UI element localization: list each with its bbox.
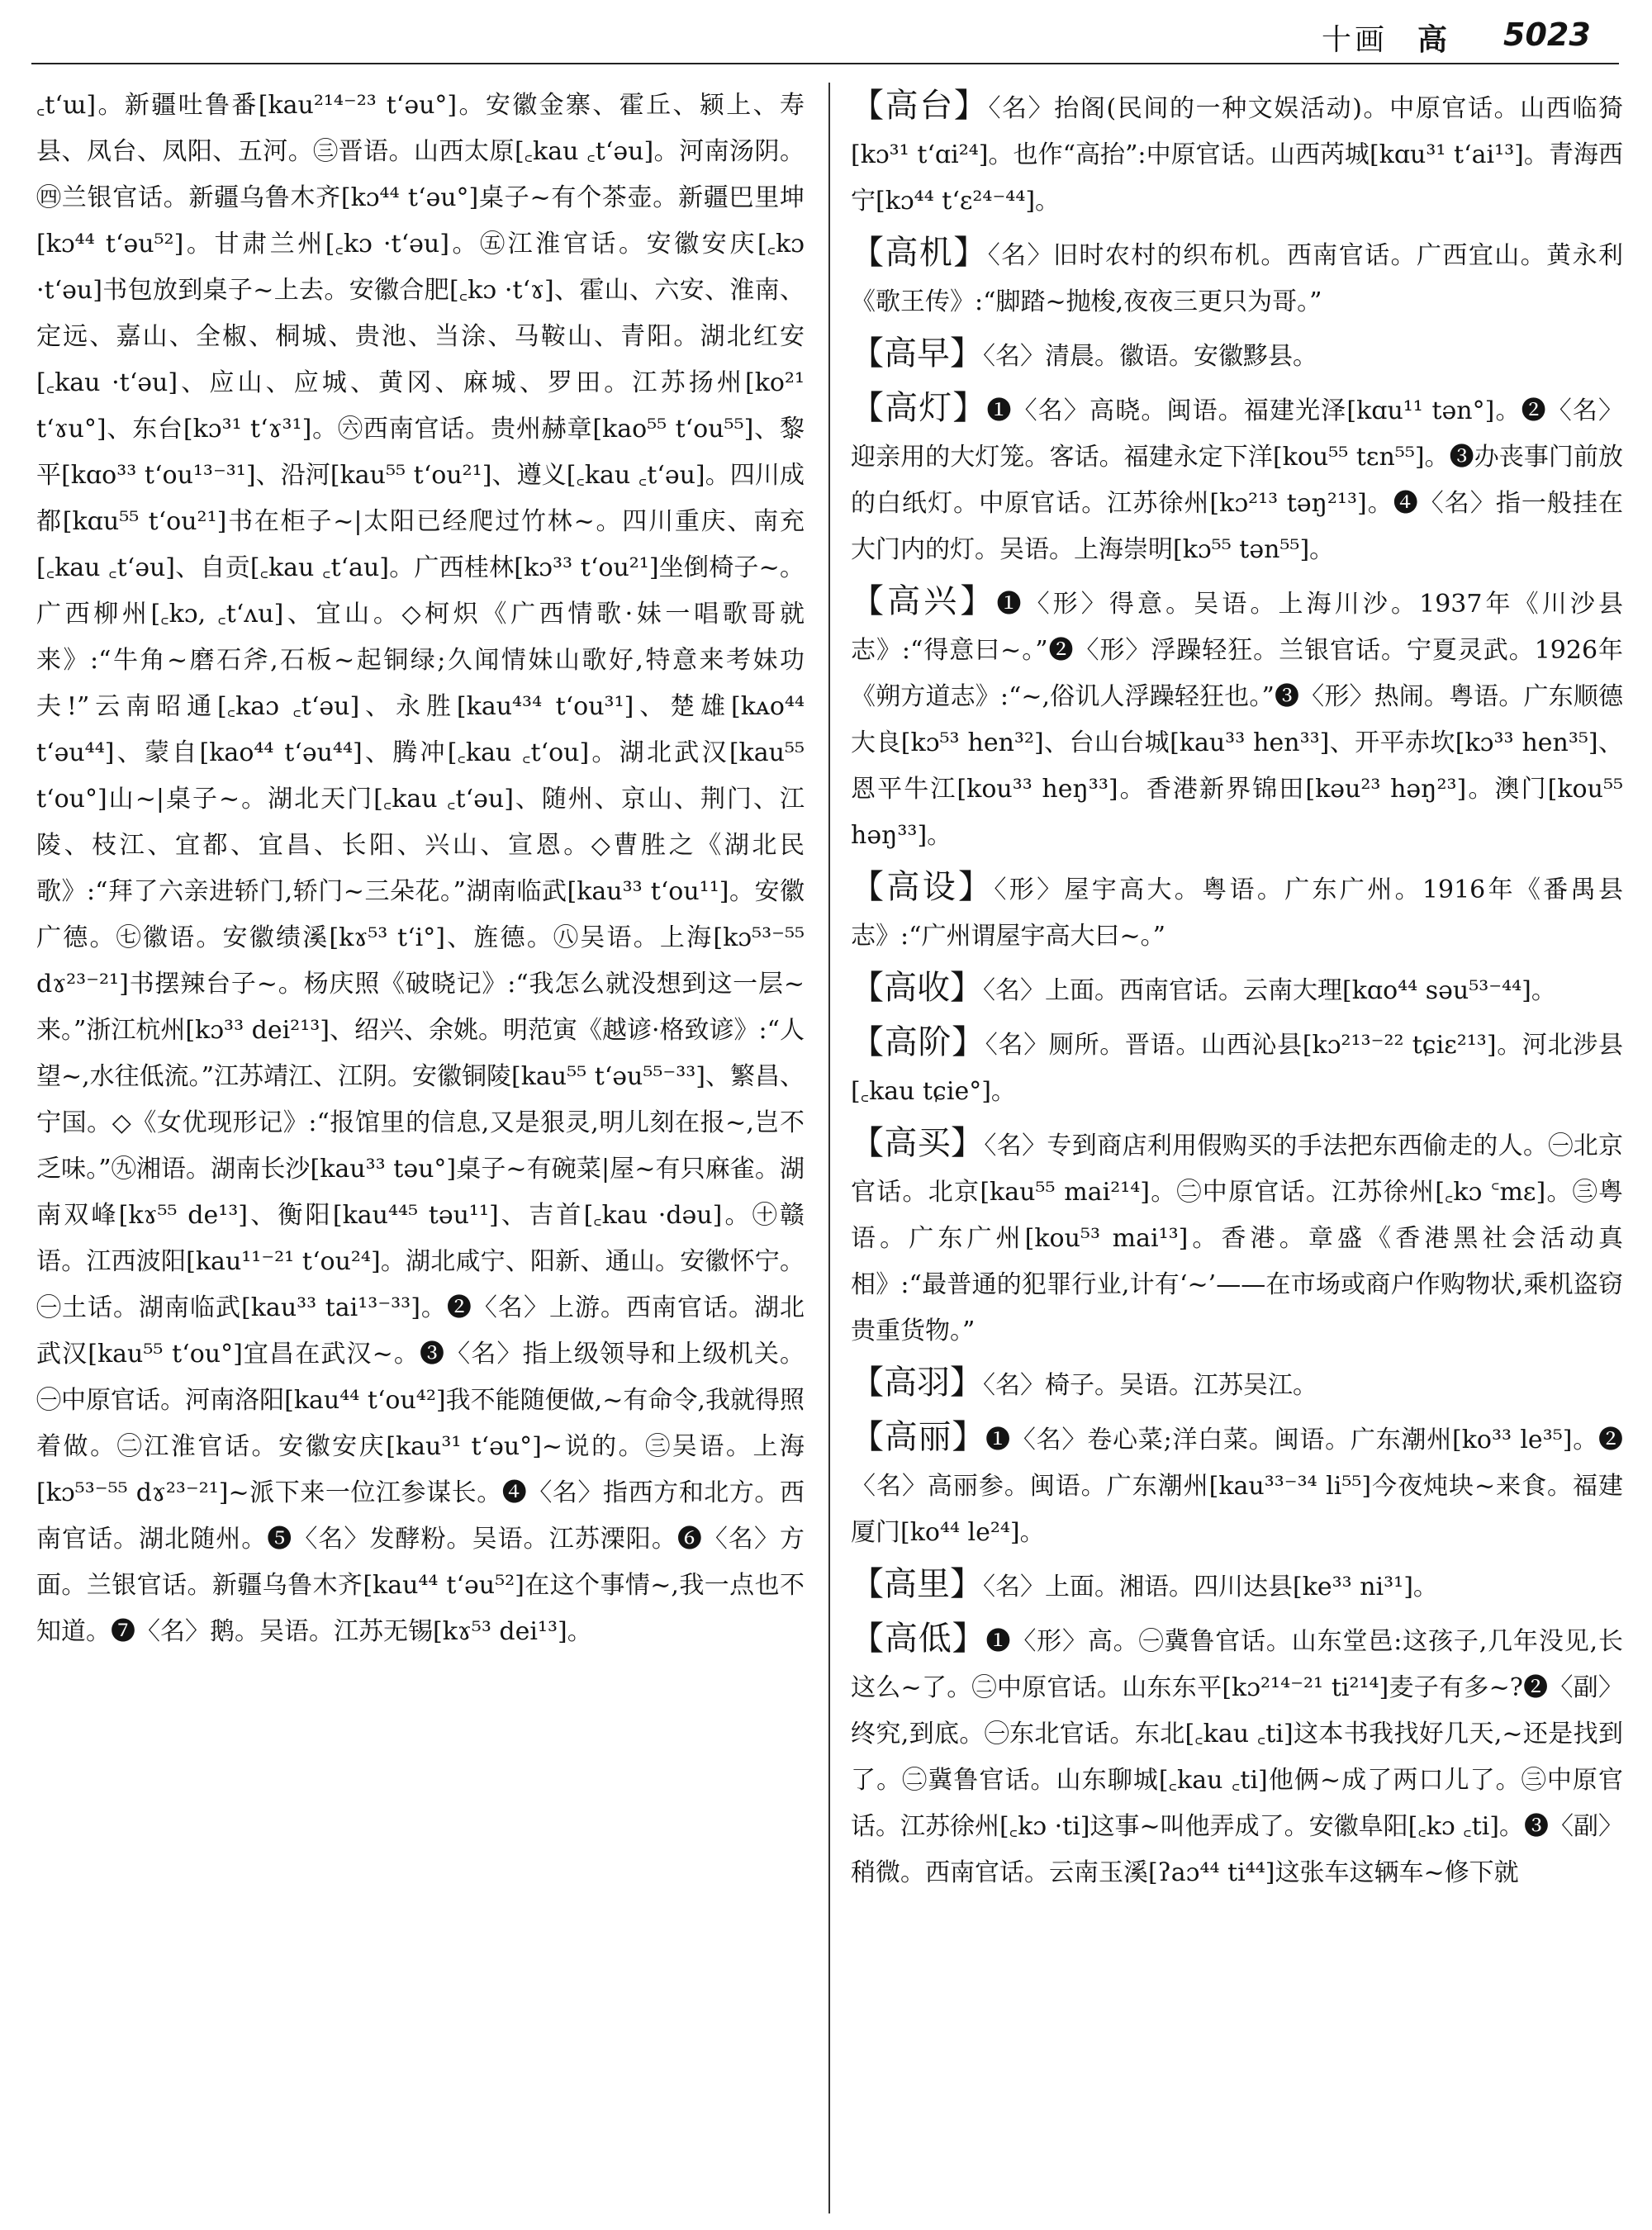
entry-gaodi: [851, 1616, 1623, 1896]
entry-definition: ❶〈形〉得意。吴语。上海川沙。1937年《川沙县志》:“得意曰~。”❷〈形〉浮躁轻狂。兰银官话。宁夏灵武。1926年《朔方道志》:“~,俗讥人浮躁轻狂也。”❸〈形〉热闹。粤语。广东顺德大良[kɔ⁵³ hen³²]、台山台城[kau³³ hen³³]、开平赤坎[kɔ³³ hen³⁵]、恩平牛江[kou³³ heŋ³³]。香港新界锦田[kəu²³ həŋ²³]。澳门[kou⁵⁵ həŋ³³]。: [851, 590, 1623, 850]
entry-gaodeng: [851, 385, 1623, 573]
entry-headword: 【高兴】: [851, 582, 997, 620]
entry-headword: 【高阶】: [851, 1023, 985, 1061]
entry-definition: ❶〈名〉卷心菜;洋白菜。闽语。广东潮州[ko³³ le³⁵]。❷〈名〉高丽参。闽语。广东潮州[kau³³⁻³⁴ li⁵⁵]今夜炖块~来食。福建厦门[ko⁴⁴ le²⁴]。: [851, 1426, 1623, 1547]
entry-definition: ❶〈形〉高。㊀冀鲁官话。山东堂邑:这孩子,几年没见,长这么~了。㊁中原官话。山东东平[kɔ²¹⁴⁻²¹ ti²¹⁴]麦子有多~?❷〈副〉终究,到底。㊀东北官话。东北[꜀kau ꜀ti]这本书我找好几天,~还是找到了。㊁冀鲁官话。山东聊城[꜀kau ꜀ti]他俩~成了两口儿了。㊂中原官话。江苏徐州[꜀kɔ ·ti]这事~叫他弄成了。安徽阜阳[꜀kɔ ꜀ti]。❸〈副〉稍微。西南官话。云南玉溪[ʔaɔ⁴⁴ ti⁴⁴]这张车这辆车~修下就: [851, 1627, 1623, 1887]
entry-definition: 〈名〉抬阁(民间的一种文娱活动)。中原官话。山西临猗[kɔ³¹ t‘ɑi²⁴]。也作“高抬”:中原官话。山西芮城[kɑu³¹ t‘ai¹³]。青海西宁[kɔ⁴⁴ t‘ɛ²⁴⁻⁴⁴]。: [851, 94, 1623, 216]
running-head: [0, 0, 1652, 66]
page-number: 5023: [1503, 17, 1591, 53]
entry-gaozao: [851, 330, 1623, 380]
entry-gaoshe: [851, 864, 1623, 960]
entry-definition: 〈名〉清晨。徽语。安徽黟县。: [983, 342, 1317, 371]
section-character: 高: [1417, 22, 1448, 57]
entry-definition: 〈名〉上面。湘语。四川达县[ke³³ ni³¹]。: [983, 1573, 1438, 1601]
entry-definition: ❶〈名〉高晓。闽语。福建光泽[kɑu¹¹ tən°]。❷〈名〉迎亲用的大灯笼。客话。福建永定下洋[kou⁵⁵ tɛn⁵⁵]。❸办丧事门前放的白纸灯。中原官话。江苏徐州[kɔ²¹³ təŋ²¹³]。❹〈名〉指一般挂在大门内的灯。吴语。上海崇明[kɔ⁵⁵ tən⁵⁵]。: [851, 396, 1623, 564]
entry-gaoji: [851, 230, 1623, 325]
entry-definition: 〈名〉厕所。晋语。山西沁县[kɔ²¹³⁻²² tɕiɛ²¹³]。河北涉县[꜀kau tɕie°]。: [851, 1031, 1623, 1106]
entry-gaoxing: [851, 578, 1623, 859]
entry-headword: 【高羽】: [851, 1364, 983, 1402]
entry-gaomai: [851, 1120, 1623, 1355]
entry-headword: 【高台】: [851, 87, 989, 125]
left-column: [36, 83, 805, 2213]
entry-gaojie: [851, 1019, 1623, 1115]
entry-headword: 【高收】: [851, 969, 983, 1007]
entry-headword: 【高丽】: [851, 1418, 986, 1456]
entry-headword: 【高机】: [851, 234, 988, 272]
entry-headword: 【高里】: [851, 1565, 983, 1603]
entry-definition: 〈名〉椅子。吴语。江苏吴江。: [983, 1371, 1317, 1400]
entry-gaoyu: [851, 1359, 1623, 1409]
entry-headword: 【高买】: [851, 1124, 985, 1162]
right-column: [851, 83, 1623, 2213]
header-rule: [31, 63, 1619, 64]
continued-entry-text: ꜀t‘ɯ]。新疆吐鲁番[kau²¹⁴⁻²³ t‘əu°]。安徽金寨、霍丘、颍上、寿县、凤台、凤阳、五河。㊂晋语。山西太原[꜀kau ꜀t‘əu]。河南汤阴。㊃兰银官话。新疆乌鲁木齐[kɔ⁴⁴ t‘əu°]桌子~有个茶壶。新疆巴里坤[kɔ⁴⁴ t‘əu⁵²]。甘肃兰州[꜀kɔ ·t‘əu]。㊄江淮官话。安徽安庆[꜀kɔ ·t‘əu]书包放到桌子~上去。安徽合肥[꜀kɔ ·t‘ɤ]、霍山、六安、淮南、定远、嘉山、全椒、桐城、贵池、当涂、马鞍山、青阳。湖北红安[꜀kau ·t‘əu]、应山、应城、黄冈、麻城、罗田。江苏扬州[ko²¹ t‘ɤu°]、东台[kɔ³¹ t‘ɤ³¹]。㊅西南官话。贵州赫章[kao⁵⁵ t‘ou⁵⁵]、黎平[kɑo³³ t‘ou¹³⁻³¹]、沿河[kau⁵⁵ t‘ou²¹]、遵义[꜀kau ꜀t‘əu]。四川成都[kɑu⁵⁵ t‘ou²¹]书在柜子~|太阳已经爬过竹林~。四川重庆、南充[꜀kau ꜀t‘əu]、自贡[꜀kau ꜀t‘au]。广西桂林[kɔ³³ t‘ou²¹]坐倒椅子~。广西柳州[꜀kɔ, ꜀t‘ʌu]、宜山。◇柯炽《广西情歌·妹一唱歌哥就来》:“牛角~磨石斧,石板~起铜绿;久闻情妹山歌好,特意来考妹功夫!”云南昭通[꜀kaɔ ꜀t‘əu]、永胜[kau⁴³⁴ t‘ou³¹]、楚雄[kᴀo⁴⁴ t‘əu⁴⁴]、蒙自[kao⁴⁴ t‘əu⁴⁴]、腾冲[꜀kau ꜀t‘ou]。湖北武汉[kau⁵⁵ t‘ou°]山~|桌子~。湖北天门[꜀kau ꜀t‘əu]、随州、京山、荆门、江陵、枝江、宜都、宜昌、长阳、兴山、宣恩。◇曹胜之《湖北民歌》:“拜了六亲进轿门,轿门~三朵花。”湖南临武[kau³³ t‘ou¹¹]。安徽广德。㊆徽语。安徽绩溪[kɤ⁵³ t‘i°]、旌德。㊇吴语。上海[kɔ⁵³⁻⁵⁵ dɤ²³⁻²¹]书摆辣台子~。杨庆照《破晓记》:“我怎么就没想到这一层~来。”浙江杭州[kɔ³³ dei²¹³]、绍兴、余姚。明范寅《越谚·格致谚》:“人望~,水往低流。”江苏靖江、江阴。安徽铜陵[kau⁵⁵ t‘əu⁵⁵⁻³³]、繁昌、宁国。◇《女优现形记》:“报馆里的信息,又是狠灵,明儿刻在报~,岂不乏味。”㊈湘语。湖南长沙[kau³³ təu°]桌子~有碗菜|屋~有只麻雀。湖南双峰[kɤ⁵⁵ de¹³]、衡阳[kau⁴⁴⁵ təu¹¹]、吉首[꜀kau ·dəu]。㊉赣语。江西波阳[kau¹¹⁻²¹ t‘ou²⁴]。湖北咸宁、阳新、通山。安徽怀宁。㊀土话。湖南临武[kau³³ tai¹³⁻³³]。❷〈名〉上游。西南官话。湖北武汉[kau⁵⁵ t‘ou°]宜昌在武汉~。❸〈名〉指上级领导和上级机关。㊀中原官话。河南洛阳[kau⁴⁴ t‘ou⁴²]我不能随便做,~有命令,我就得照着做。㊁江淮官话。安徽安庆[kau³¹ t‘əu°]~说的。㊂吴语。上海[kɔ⁵³⁻⁵⁵ dɤ²³⁻²¹]~派下来一位江参谋长。❹〈名〉指西方和北方。西南官话。湖北随州。❺〈名〉发酵粉。吴语。江苏溧阳。❻〈名〉方面。兰银官话。新疆乌鲁木齐[kau⁴⁴ t‘əu⁵²]在这个事情~,我一点也不知道。❼〈名〉鹅。吴语。江苏无锡[kɤ⁵³ dei¹³]。: [36, 91, 805, 1646]
entry-headword: 【高低】: [851, 1620, 986, 1658]
entry-headword: 【高灯】: [851, 389, 987, 427]
entry-definition: 〈名〉专到商店利用假购买的手法把东西偷走的人。㊀北京官话。北京[kau⁵⁵ mai²¹⁴]。㊁中原官话。江苏徐州[꜀kɔ ꜂mɛ]。㊂粤语。广东广州[kou⁵³ mai¹³]。香港。章盛《香港黑社会活动真相》:“最普通的犯罪行业,计有‘~’——在市场或商户作购物状,乘机盗窃贵重货物。”: [851, 1132, 1623, 1345]
entry-headword: 【高设】: [851, 868, 995, 906]
section-label: 十画: [1322, 23, 1389, 57]
entry-gaoshou: [851, 965, 1623, 1014]
entry-definition: 〈名〉旧时农村的织布机。西南官话。广西宜山。黄永利《歌王传》:“脚踏~抛梭,夜夜三更只为哥。”: [851, 241, 1623, 316]
entry-definition: 〈名〉上面。西南官话。云南大理[kɑo⁴⁴ səu⁵³⁻⁴⁴]。: [983, 976, 1556, 1005]
entry-definition: 〈形〉屋宇高大。粤语。广东广州。1916年《番禺县志》:“广州谓屋宇高大曰~。”: [851, 875, 1623, 951]
entry-gaoli-inside: [851, 1561, 1623, 1611]
entry-gaotai: [851, 83, 1623, 225]
entry-gaoli-korea: [851, 1414, 1623, 1556]
column-divider: [828, 83, 830, 2213]
entry-headword: 【高早】: [851, 334, 983, 372]
